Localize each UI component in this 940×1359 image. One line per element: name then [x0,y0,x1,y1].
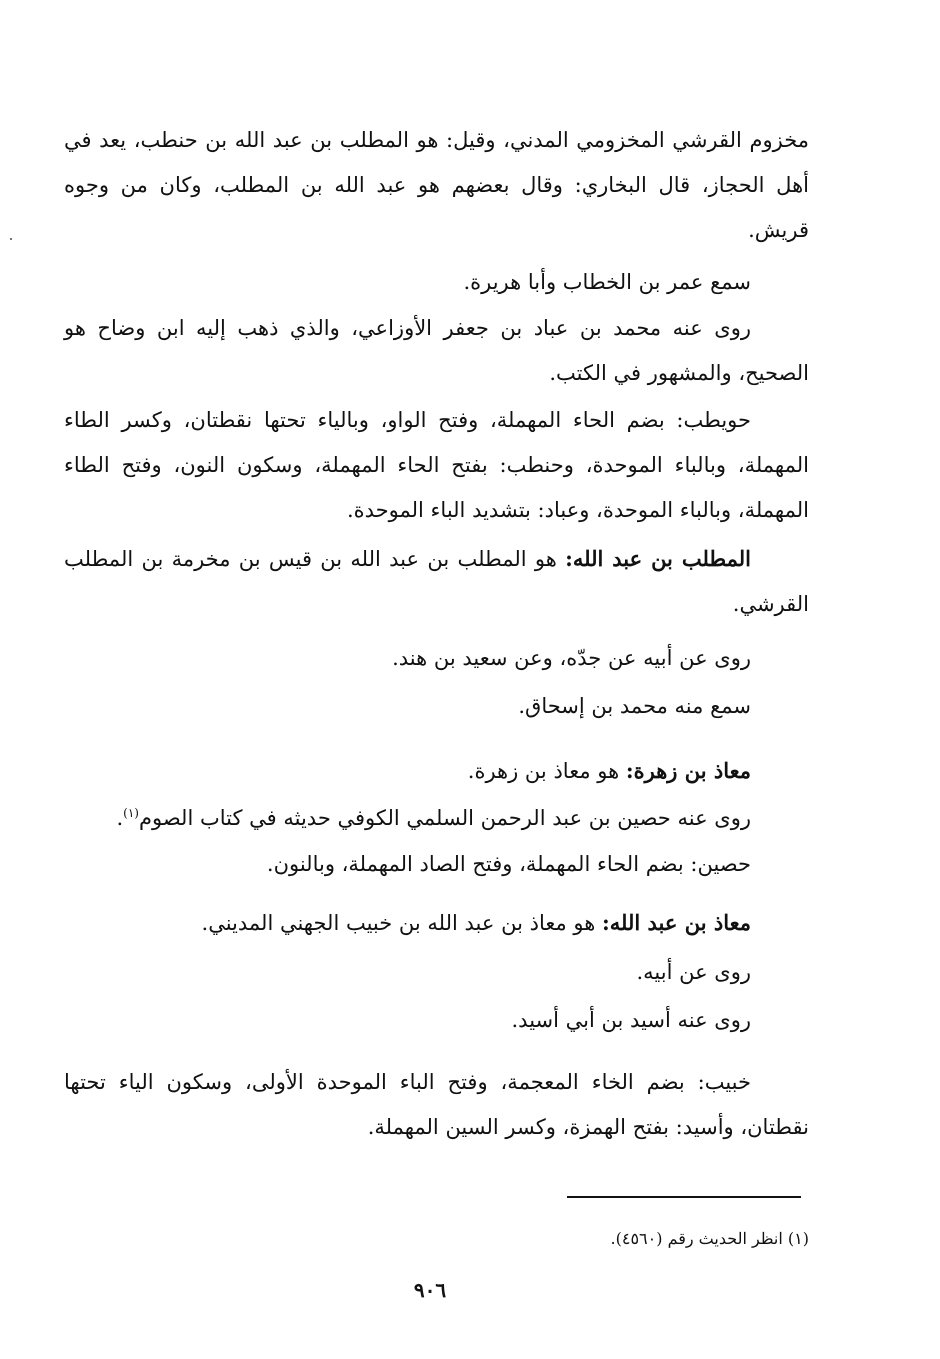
paragraph-spelling-note: حويطب: بضم الحاء المهملة، وفتح الواو، وبالياء تحتها نقطتان، وكسر الطاء المهملة، وبالباء الموحدة، وحنطب: بفتح الحاء المهملة، وسكون النون، وفتح الطاء المهملة، وبالباء الموحدة، وعباد: بتشديد الباء الموحدة. [64,408,809,522]
paragraph-narrated-from-father-2: روى عن أبيه. [636,960,751,984]
paragraph-husayn-spelling: حصين: بضم الحاء المهملة، وفتح الصاد المهملة، وبالنون. [266,852,751,876]
scan-speck [10,238,12,240]
entry-text: هو معاذ بن زهرة. [467,759,620,783]
paragraph-narrated-by-husayn [64,796,809,841]
entry-heading: معاذ بن زهرة: [625,758,751,783]
paragraph-heard-from: سمع عمر بن الخطاب وأبا هريرة. [463,270,751,294]
entry-heading: المطلب بن عبد الله: [565,546,751,571]
paragraph-narrated-by-usayd: روى عنه أسيد بن أبي أسيد. [511,1008,751,1032]
entry-text: هو المطلب بن عبد الله بن قيس بن مخرمة بن المطلب القرشي. [64,547,809,616]
footnote-reference: (١) [123,806,139,820]
paragraph-end: . [116,806,124,830]
entry-al-muttalib [64,536,809,627]
paragraph-khubayb-spelling: خبيب: بضم الخاء المعجمة، وفتح الباء الموحدة الأولى، وسكون الياء تحتها نقطتان، وأسيد: بفتح الهمزة، وكسر السين المهملة. [64,1070,809,1139]
paragraph-text: روى عنه حصين بن عبد الرحمن السلمي الكوفي حديثه في كتاب الصوم [138,806,751,830]
entry-muadh-bin-abdullah [64,900,809,946]
paragraph-continuation: مخزوم القرشي المخزومي المدني، وقيل: هو المطلب بن عبد الله بن حنطب، يعد في أهل الحجاز، قال البخاري: وقال بعضهم هو عبد الله بن المطلب، وكان من وجوه قريش. [64,128,809,242]
entry-muadh-bin-zuhra [64,748,809,794]
paragraph-narrated-by: روى عنه محمد بن عباد بن جعفر الأوزاعي، والذي ذهب إليه ابن وضاح هو الصحيح، والمشهور في الكتب. [64,316,809,385]
paragraph-narrated-from-father: روى عن أبيه عن جدّه، وعن سعيد بن هند. [392,646,751,670]
paragraph-heard-by: سمع منه محمد بن إسحاق. [518,694,751,718]
entry-heading: معاذ بن عبد الله: [602,910,751,935]
entry-text: هو معاذ بن عبد الله بن خبيب الجهني المديني. [201,911,596,935]
footnote: (١) انظر الحديث رقم (٤٥٦٠). [610,1229,809,1248]
page-number: ٩٠٦ [413,1278,447,1302]
footnote-divider [567,1196,801,1198]
